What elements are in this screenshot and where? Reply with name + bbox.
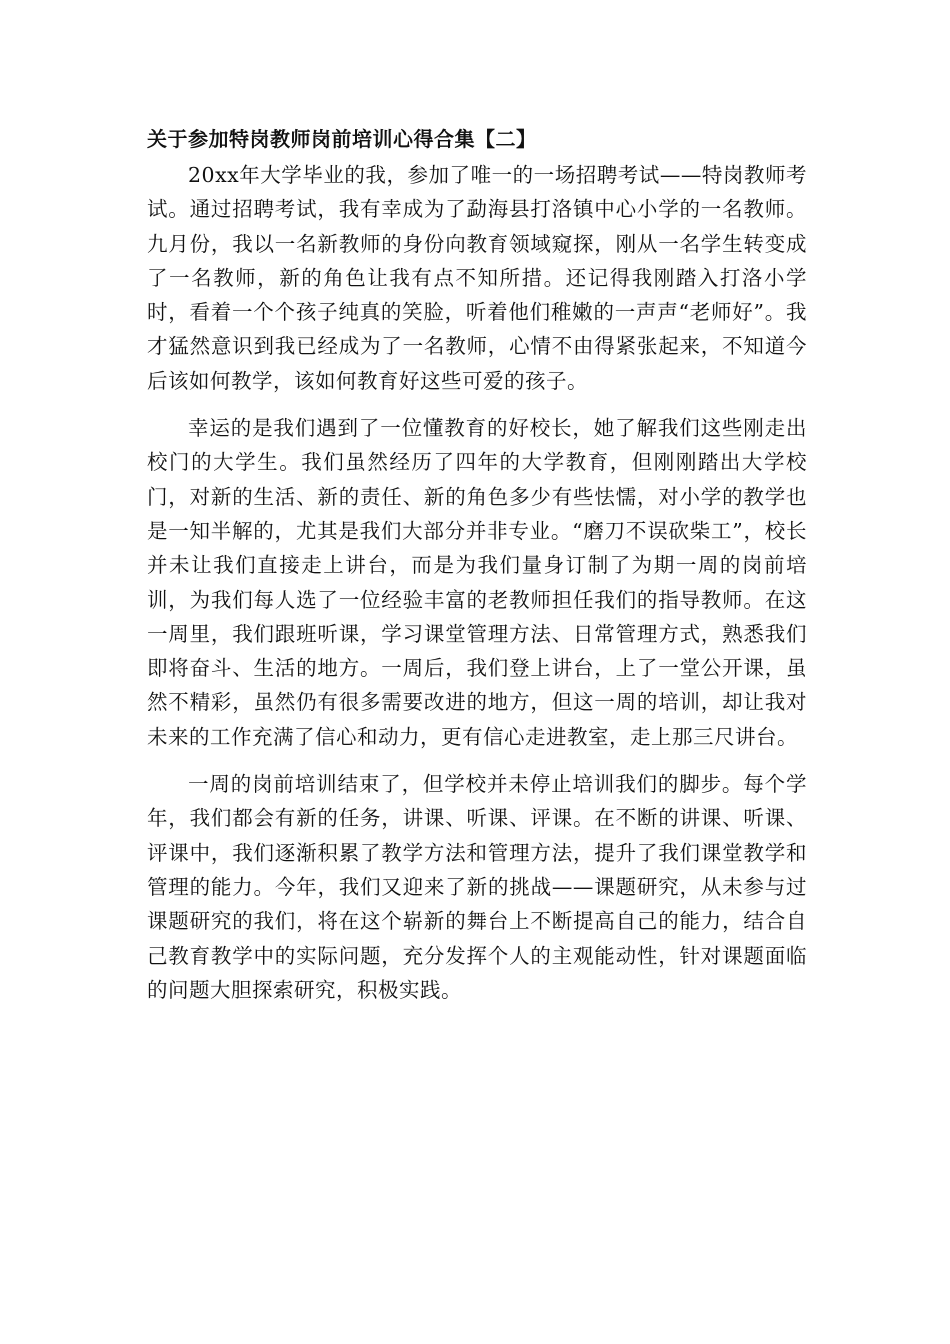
paragraph-3: 一周的岗前培训结束了，但学校并未停止培训我们的脚步。每个学年，我们都会有新的任务，讲课、听课、评课。在不断的讲课、听课、评课中，我们逐渐积累了教学方法和管理方法，提升了我们课堂教学和管理的能力。今年，我们又迎来了新的挑战——课题研究，从未参与过课题研究的我们，将在这个崭新的舞台上不断提高自己的能力，结合自己教育教学中的实际问题，充分发挥个人的主观能动性，针对课题面临的问题大胆探索研究，积极实践。 — [147, 772, 807, 1002]
document-title: 关于参加特岗教师岗前培训心得合集【二】 — [147, 127, 537, 151]
document-body — [147, 122, 807, 1020]
paragraph-2: 幸运的是我们遇到了一位懂教育的好校长，她了解我们这些刚走出校门的大学生。我们虽然经历了四年的大学教育，但刚刚踏出大学校门，对新的生活、新的责任、新的角色多少有些怯懦，对小学的教学也是一知半解的，尤其是我们大部分并非专业。“磨刀不误砍柴工”，校长并未让我们直接走上讲台，而是为我们量身订制了为期一周的岗前培训，为我们每人选了一位经验丰富的老教师担任我们的指导教师。在这一周里，我们跟班听课，学习课堂管理方法、日常管理方式，熟悉我们即将奋斗、生活的地方。一周后，我们登上讲台，上了一堂公开课，虽然不精彩，虽然仍有很多需要改进的地方，但这一周的培训，却让我对未来的工作充满了信心和动力，更有信心走进教室，走上那三尺讲台。 — [147, 416, 807, 749]
paragraph-1: 20xx年大学毕业的我，参加了唯一的一场招聘考试——特岗教师考试。通过招聘考试，我有幸成为了勐海县打洛镇中心小学的一名教师。 九月份，我以一名新教师的身份向教育领域窥探，刚从一名学生转变成了一名教师，新的角色让我有点不知所措。还记得我刚踏入打洛小学时，看着一个个孩子纯真的笑脸，听着他们稚嫩的一声声“老师好”。我才猛然意识到我已经成为了一名教师，心情不由得紧张起来，不知道今后该如何教学，该如何教育好这些可爱的孩子。 — [147, 163, 807, 393]
